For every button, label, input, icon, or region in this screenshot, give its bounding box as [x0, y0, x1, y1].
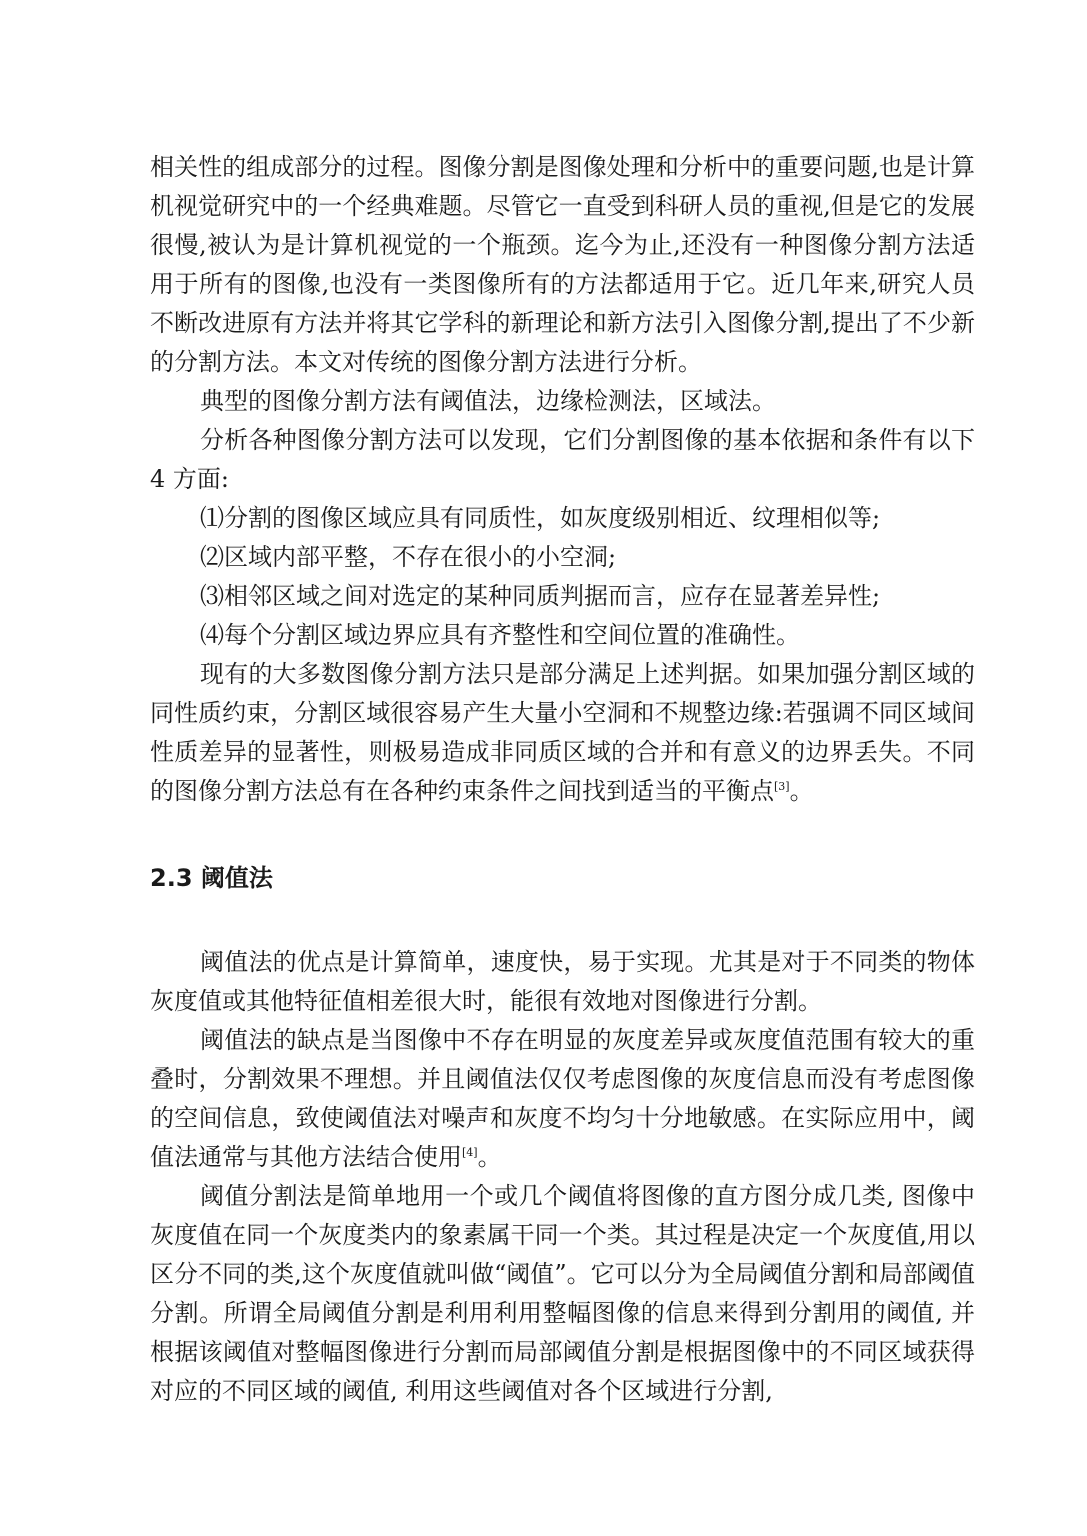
- paragraph-criteria-intro: 分析各种图像分割方法可以发现，它们分割图像的基本依据和条件有以下 4 方面:: [150, 426, 975, 493]
- criteria-item-1: ⑴分割的图像区域应具有同质性，如灰度级别相近、纹理相似等;: [200, 504, 881, 532]
- paragraph-continuation: 相关性的组成部分的过程。图像分割是图像处理和分析中的重要问题,也是计算机视觉研究中的一个经典难题。尽管它一直受到科研人员的重视,但是它的发展很慢,被认为是计算机视觉的一个瓶颈。迄今为止,还没有一种图像分割方法适用于所有的图像,也没有一类图像所有的方法都适用于它。近几年来,研究人员不断改进原有方法并将其它学科的新理论和新方法引入图像分割,提出了不少新的分割方法。本文对传统的图像分割方法进行分析。: [150, 153, 975, 376]
- paragraph-threshold-disadvantages-tail: 。: [477, 1143, 502, 1171]
- paragraph-threshold-disadvantages-text: 阈值法的缺点是当图像中不存在明显的灰度差异或灰度值范围有较大的重叠时，分割效果不理想。并且阈值法仅仅考虑图像的灰度信息而没有考虑图像的空间信息，致使阈值法对噪声和灰度不均匀十分地敏感。在实际应用中，阈值法通常与其他方法结合使用: [150, 1026, 975, 1171]
- body-text-bottom: [150, 943, 975, 1411]
- paragraph-balance-tail: 。: [789, 777, 814, 805]
- paragraph-methods-intro: 典型的图像分割方法有阈值法，边缘检测法，区域法。: [200, 387, 776, 415]
- criteria-item-2: ⑵区域内部平整，不存在很小的小空洞;: [200, 543, 617, 571]
- paragraph-threshold-definition: 阈值分割法是简单地用一个或几个阈值将图像的直方图分成几类, 图像中灰度值在同一个灰度类内的象素属干同一个类。其过程是决定一个灰度值,用以区分不同的类,这个灰度值就叫做“阈值”。它可以分为全局阈值分割和局部阈值分割。所谓全局阈值分割是利用利用整幅图像的信息来得到分割用的阈值, 并根据该阈值对整幅图像进行分割而局部阈值分割是根据图像中的不同区域获得对应的不同区域的阈值, 利用这些阈值对各个区域进行分割,: [150, 1182, 975, 1405]
- criteria-item-4: ⑷每个分割区域边界应具有齐整性和空间位置的准确性。: [200, 621, 800, 649]
- paragraph-threshold-disadvantages: [150, 1021, 975, 1177]
- criteria-item-3: ⑶相邻区域之间对选定的某种同质判据而言，应存在显著差异性;: [200, 582, 881, 610]
- citation-3: [3]: [774, 780, 790, 793]
- body-text-top: [150, 148, 975, 811]
- paragraph-threshold-advantages: 阈值法的优点是计算简单，速度快，易于实现。尤其是对于不同类的物体灰度值或其他特征值相差很大时，能很有效地对图像进行分割。: [150, 948, 975, 1015]
- section-heading: 2.3 阈值法: [150, 864, 273, 892]
- paragraph-balance-text: 现有的大多数图像分割方法只是部分满足上述判据。如果加强分割区域的同性质约束，分割区域很容易产生大量小空洞和不规整边缘:若强调不同区域间性质差异的显著性，则极易造成非同质区域的合并和有意义的边界丢失。不同的图像分割方法总有在各种约束条件之间找到适当的平衡点: [150, 660, 975, 805]
- citation-4: [4]: [462, 1146, 478, 1159]
- paragraph-balance: [150, 655, 975, 811]
